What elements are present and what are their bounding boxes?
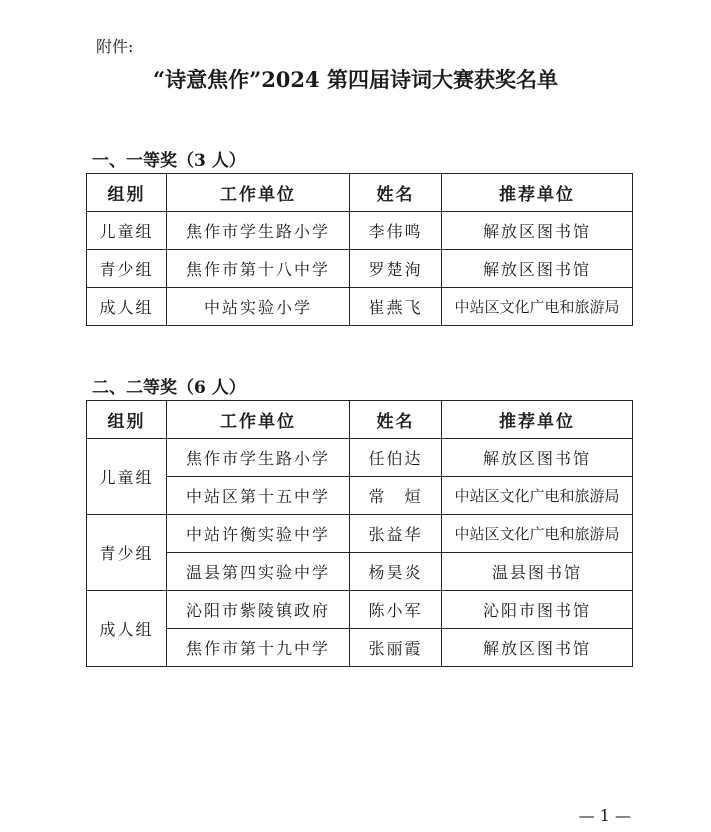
cell-name: 任伯达	[350, 439, 442, 477]
cell-name: 常 烜	[350, 477, 442, 515]
table-row	[87, 212, 633, 250]
table-row	[87, 591, 633, 629]
cell-unit: 中站许衡实验中学	[167, 515, 350, 553]
cell-unit: 焦作市学生路小学	[167, 439, 350, 477]
header-name: 姓名	[350, 174, 442, 212]
cell-group: 成人组	[87, 288, 167, 326]
cell-unit: 沁阳市紫陵镇政府	[167, 591, 350, 629]
cell-unit: 温县第四实验中学	[167, 553, 350, 591]
cell-recommender: 解放区图书馆	[442, 212, 633, 250]
cell-unit: 中站区第十五中学	[167, 477, 350, 515]
page-number: — 1 —	[578, 806, 631, 825]
header-recommender: 推荐单位	[442, 174, 633, 212]
cell-group: 青少组	[87, 250, 167, 288]
attachment-label: 附件:	[96, 37, 134, 56]
cell-unit: 焦作市第十九中学	[167, 629, 350, 667]
header-unit: 工作单位	[167, 401, 350, 439]
first-prize-heading: 一、一等奖（3 人）	[92, 151, 246, 171]
cell-name: 张益华	[350, 515, 442, 553]
cell-recommender: 中站区文化广电和旅游局	[442, 288, 633, 326]
document-title: “诗意焦作”2024 第四届诗词大赛获奖名单	[153, 67, 558, 92]
cell-name: 杨昊炎	[350, 553, 442, 591]
cell-unit: 焦作市学生路小学	[167, 212, 350, 250]
table-row	[87, 477, 633, 515]
cell-recommender: 沁阳市图书馆	[442, 591, 633, 629]
table-header-row	[87, 174, 633, 212]
cell-recommender: 中站区文化广电和旅游局	[442, 477, 633, 515]
header-name: 姓名	[350, 401, 442, 439]
table-row	[87, 629, 633, 667]
cell-group: 儿童组	[87, 439, 167, 515]
cell-recommender: 温县图书馆	[442, 553, 633, 591]
cell-group: 青少组	[87, 515, 167, 591]
cell-name: 崔燕飞	[350, 288, 442, 326]
cell-name: 张丽霞	[350, 629, 442, 667]
header-group: 组别	[87, 401, 167, 439]
first-prize-table	[86, 173, 633, 326]
cell-recommender: 中站区文化广电和旅游局	[442, 515, 633, 553]
table-header-row	[87, 401, 633, 439]
table-row	[87, 553, 633, 591]
cell-recommender: 解放区图书馆	[442, 250, 633, 288]
second-prize-heading: 二、二等奖（6 人）	[92, 378, 246, 398]
cell-recommender: 解放区图书馆	[442, 439, 633, 477]
cell-name: 陈小军	[350, 591, 442, 629]
cell-name: 李伟鸣	[350, 212, 442, 250]
cell-recommender: 解放区图书馆	[442, 629, 633, 667]
table-row	[87, 250, 633, 288]
second-prize-table	[86, 400, 633, 667]
header-recommender: 推荐单位	[442, 401, 633, 439]
header-group: 组别	[87, 174, 167, 212]
cell-unit: 中站实验小学	[167, 288, 350, 326]
cell-unit: 焦作市第十八中学	[167, 250, 350, 288]
header-unit: 工作单位	[167, 174, 350, 212]
cell-group: 儿童组	[87, 212, 167, 250]
table-row	[87, 288, 633, 326]
cell-group: 成人组	[87, 591, 167, 667]
table-row	[87, 515, 633, 553]
cell-name: 罗楚洵	[350, 250, 442, 288]
table-row	[87, 439, 633, 477]
